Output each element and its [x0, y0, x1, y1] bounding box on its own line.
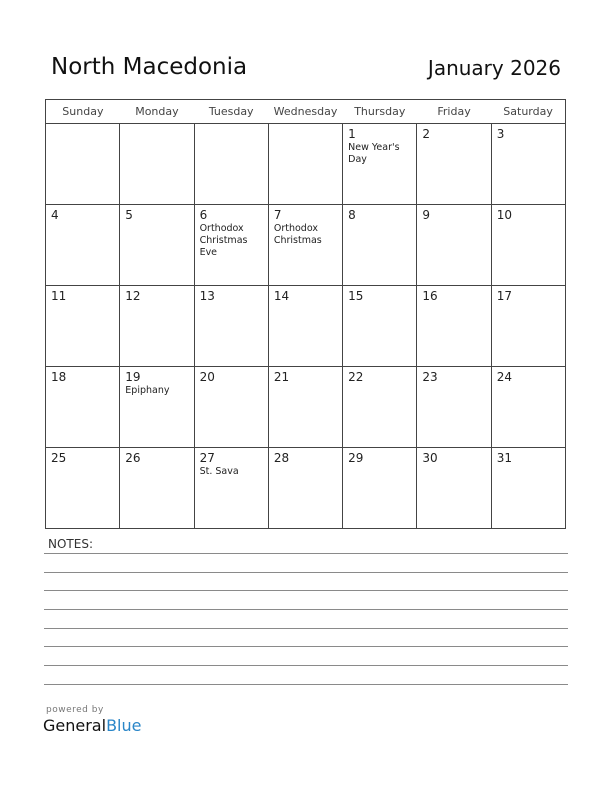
brand-general-text: General [43, 716, 107, 735]
day-number: 26 [125, 451, 141, 465]
brand-blue-text: Blue [106, 716, 142, 735]
day-cell [343, 367, 417, 448]
holiday-label: Orthodox Christmas [273, 223, 322, 246]
note-line [44, 572, 568, 573]
weekday-header: Tuesday [194, 100, 268, 124]
day-number: 4 [51, 208, 59, 222]
calendar-grid [45, 99, 566, 529]
day-number: 16 [422, 289, 438, 303]
day-cell [417, 286, 491, 367]
week-row [46, 205, 566, 286]
day-number: 3 [496, 127, 505, 141]
day-cell [491, 367, 565, 448]
day-number: 18 [51, 370, 67, 384]
note-line [44, 628, 568, 629]
day-number: 23 [422, 370, 438, 384]
day-cell [194, 205, 268, 286]
day-number: 14 [273, 289, 290, 303]
day-cell [343, 205, 417, 286]
note-line [44, 665, 568, 666]
day-cell [268, 448, 342, 529]
weekday-header: Friday [417, 100, 491, 124]
day-number: 22 [348, 370, 364, 384]
holiday-label: Epiphany [125, 385, 170, 396]
note-line [44, 553, 568, 554]
day-cell [46, 367, 120, 448]
generalblue-logo[interactable] [43, 716, 141, 735]
week-row [46, 448, 566, 529]
day-number: 19 [125, 370, 141, 384]
weekday-header: Sunday [46, 100, 120, 124]
day-cell [46, 124, 120, 205]
day-cell [120, 367, 194, 448]
day-cell [120, 448, 194, 529]
day-number: 10 [496, 208, 512, 222]
day-number: 2 [422, 127, 431, 141]
day-cell [417, 124, 491, 205]
day-number: 15 [348, 289, 364, 303]
day-cell [194, 367, 268, 448]
note-line [44, 590, 568, 591]
day-cell [343, 286, 417, 367]
day-number: 7 [273, 208, 282, 222]
day-number: 21 [273, 370, 290, 384]
week-row [46, 367, 566, 448]
day-number: 12 [125, 289, 141, 303]
day-cell [120, 205, 194, 286]
day-number: 28 [273, 451, 290, 465]
day-cell [491, 448, 565, 529]
day-number: 11 [51, 289, 67, 303]
note-line [44, 684, 568, 685]
day-cell [417, 205, 491, 286]
day-number: 6 [199, 208, 208, 222]
day-number: 30 [422, 451, 438, 465]
day-cell [268, 124, 342, 205]
day-cell [194, 448, 268, 529]
weekday-header: Thursday [343, 100, 417, 124]
day-cell [343, 124, 417, 205]
notes-label: NOTES: [48, 537, 93, 551]
day-cell [120, 124, 194, 205]
month-title: January 2026 [427, 56, 561, 80]
day-number: 17 [496, 289, 512, 303]
day-number: 27 [199, 451, 215, 465]
day-cell [268, 367, 342, 448]
day-number: 13 [199, 289, 215, 303]
day-cell [491, 286, 565, 367]
day-cell [194, 286, 268, 367]
day-cell [343, 448, 417, 529]
note-line [44, 609, 568, 610]
day-number: 24 [496, 370, 512, 384]
weekday-header: Wednesday [268, 100, 342, 124]
day-cell [268, 205, 342, 286]
day-number: 5 [125, 208, 133, 222]
day-cell [194, 124, 268, 205]
day-number: 29 [348, 451, 364, 465]
day-cell [268, 286, 342, 367]
day-number: 20 [199, 370, 215, 384]
day-cell [491, 205, 565, 286]
week-row [46, 286, 566, 367]
holiday-label: Orthodox Christmas Eve [199, 223, 248, 258]
day-cell [417, 367, 491, 448]
day-number: 31 [496, 451, 512, 465]
country-title: North Macedonia [51, 54, 248, 80]
day-cell [46, 205, 120, 286]
note-line [44, 646, 568, 647]
powered-by-text: powered by [46, 705, 104, 715]
holiday-label: St. Sava [199, 466, 239, 477]
weekday-header: Monday [120, 100, 194, 124]
day-cell [120, 286, 194, 367]
weekday-header: Saturday [491, 100, 565, 124]
holiday-label: New Year's Day [348, 142, 400, 165]
calendar-body [46, 124, 566, 529]
day-number: 25 [51, 451, 67, 465]
day-cell [46, 448, 120, 529]
day-cell [417, 448, 491, 529]
day-cell [491, 124, 565, 205]
day-number: 1 [348, 127, 356, 141]
day-number: 9 [422, 208, 431, 222]
weekday-header-row [46, 100, 566, 124]
week-row [46, 124, 566, 205]
day-cell [46, 286, 120, 367]
day-number: 8 [348, 208, 356, 222]
